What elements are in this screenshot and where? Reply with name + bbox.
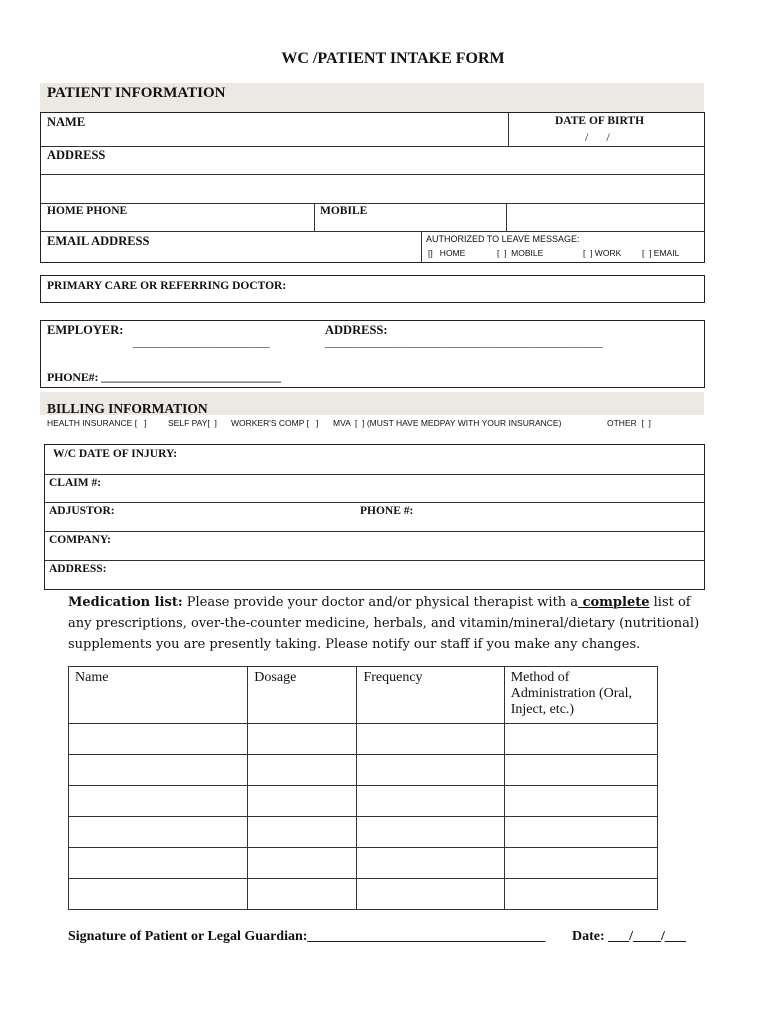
email-label: EMAIL ADDRESS [47,234,150,248]
table-row [69,848,658,879]
billing-header: BILLING INFORMATION [47,401,208,416]
doctor-label: PRIMARY CARE OR REFERRING DOCTOR: [47,280,287,292]
dosage-cell[interactable] [248,755,357,786]
adjustor-phone-field[interactable] [418,504,700,528]
message-option-email[interactable]: [ ] EMAIL [642,248,680,258]
home-phone-field[interactable] [150,205,310,229]
complete-emphasis: complete [578,595,650,610]
medication-name-cell[interactable] [69,848,248,879]
message-option-home[interactable]: [] HOME [428,248,466,258]
wc-date-of-injury-field[interactable] [180,447,700,472]
method-cell[interactable] [504,724,657,755]
medication-name-cell[interactable] [69,724,248,755]
table-row [69,817,658,848]
message-option-mobile[interactable]: [ ] MOBILE [497,248,544,258]
claim-label: CLAIM #: [49,477,102,489]
medication-name-cell[interactable] [69,879,248,910]
frequency-cell[interactable] [357,724,504,755]
signature-date-field[interactable]: Date: ___/____/___ [572,929,686,944]
billing-other[interactable]: OTHER [ ] [607,418,651,428]
message-option-work[interactable]: [ ] WORK [583,248,622,258]
adjustor-label: ADJUSTOR: [49,505,115,517]
signature-field[interactable]: Signature of Patient or Legal Guardian:__________________________________ [68,929,546,944]
patient-info-header: PATIENT INFORMATION [47,85,226,101]
method-cell[interactable] [504,755,657,786]
email-field[interactable] [180,233,415,260]
dosage-cell[interactable] [248,786,357,817]
billing-self-pay[interactable]: SELF PAY[ ] [168,418,217,428]
medication-name-cell[interactable] [69,755,248,786]
dob-field[interactable]: / / [585,130,610,144]
frequency-cell[interactable] [357,817,504,848]
company-label: COMPANY: [49,534,111,546]
mobile-field[interactable] [510,205,700,229]
billing-health-insurance[interactable]: HEALTH INSURANCE [ ] [47,418,147,428]
medication-instructions: Medication list: Please provide your doctor and/or physical therapist with a complete list of any prescriptions, over-the-counter medicine, herbals, and vitamin/mineral/dietary (nutritional) supplements you are presently taking. Please notify our staff if you make any changes. [68,595,700,652]
dosage-cell[interactable] [248,724,357,755]
authorized-message-label: AUTHORIZED TO LEAVE MESSAGE: [426,234,580,244]
company-field[interactable] [115,533,700,557]
name-field[interactable] [44,114,504,144]
billing-workers-comp[interactable]: WORKER'S COMP [ ] [231,418,319,428]
frequency-cell[interactable] [357,786,504,817]
adjustor-field[interactable] [118,504,353,528]
dosage-cell[interactable] [248,848,357,879]
col-header-name: Name [69,667,248,724]
mobile-label: MOBILE [320,205,368,217]
dosage-cell[interactable] [248,817,357,848]
adjustor-phone-label: PHONE #: [360,505,414,517]
col-header-dosage: Dosage [248,667,357,724]
method-cell[interactable] [504,848,657,879]
wc-date-of-injury-label: W/C DATE OF INJURY: [53,448,178,460]
frequency-cell[interactable] [357,755,504,786]
wc-address-field[interactable] [110,562,700,587]
billing-mva[interactable]: MVA [ ] (MUST HAVE MEDPAY WITH YOUR INSURANCE) [333,418,562,428]
frequency-cell[interactable] [357,848,504,879]
table-row [69,786,658,817]
wc-address-label: ADDRESS: [49,563,107,575]
claim-field[interactable] [105,476,700,500]
dob-label: DATE OF BIRTH [555,115,645,127]
col-header-frequency: Frequency [357,667,504,724]
col-header-method: Method of Administration (Oral, Inject, etc.) [504,667,657,724]
method-cell[interactable] [504,817,657,848]
medication-name-cell[interactable] [69,786,248,817]
method-cell[interactable] [504,786,657,817]
table-row [69,724,658,755]
medication-heading: Medication list: [68,595,183,610]
employer-field[interactable]: _______________________________ [133,338,270,349]
table-header-row [69,667,658,724]
dosage-cell[interactable] [248,879,357,910]
home-phone-label: HOME PHONE [47,205,128,217]
table-row [69,755,658,786]
doctor-field[interactable] [315,278,700,300]
employer-address-field[interactable]: _______________________________________________________________ [325,338,603,349]
table-row [69,879,658,910]
employer-phone-field[interactable]: PHONE#: _______________________________ [47,370,281,384]
medication-table [68,666,658,910]
name-label: NAME [47,115,86,129]
form-title: WC /PATIENT INTAKE FORM [281,50,505,67]
address-field[interactable] [44,176,702,201]
medication-name-cell[interactable] [69,817,248,848]
employer-label: EMPLOYER: [47,323,124,337]
frequency-cell[interactable] [357,879,504,910]
method-cell[interactable] [504,879,657,910]
employer-address-label: ADDRESS: [325,323,388,337]
address-label: ADDRESS [47,148,106,162]
